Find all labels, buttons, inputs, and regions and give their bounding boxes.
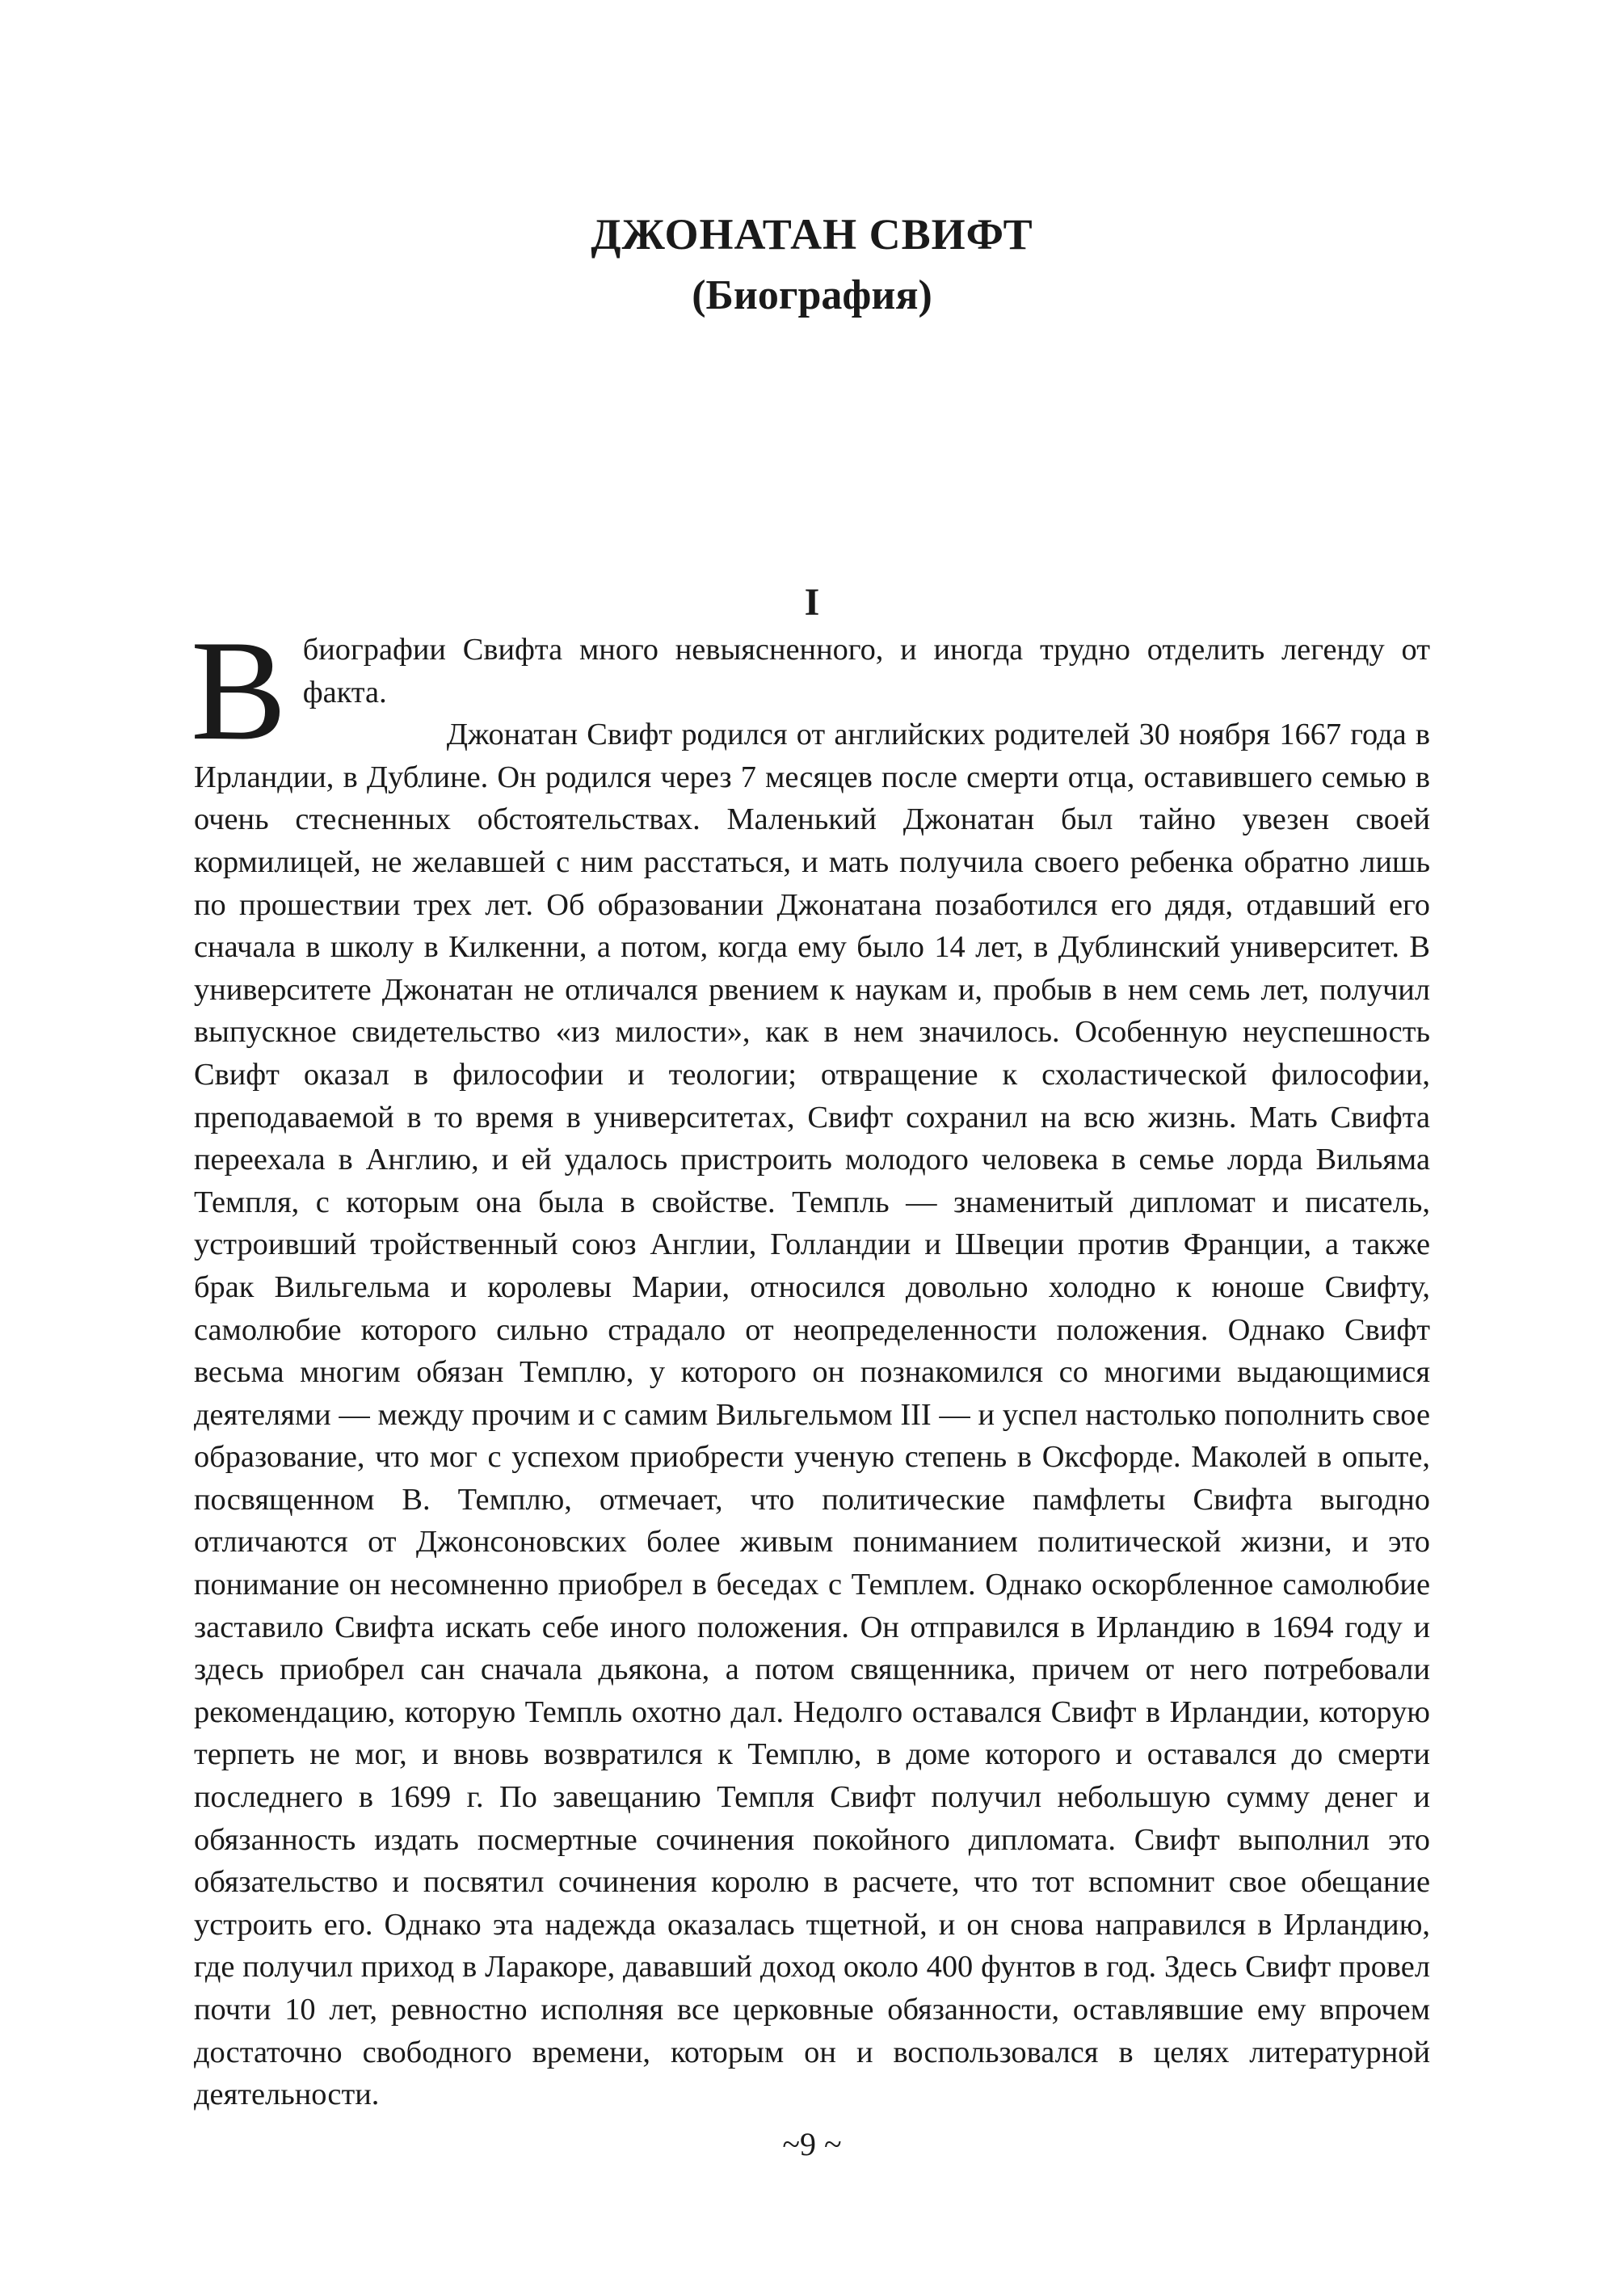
page-number: ~9 ~ <box>782 2126 842 2162</box>
drop-cap-letter: В <box>191 610 287 770</box>
page-subtitle: (Биография) <box>692 272 932 318</box>
page-title: ДЖОНАТАН СВИФТ <box>591 210 1033 259</box>
paragraph-second: Джонатан Свифт родился от английских родителей 30 ноября 1667 года в Ирландии, в Дублине. Он родился через 7 месяцев после смерти отца, оставившего семью в очень стесненных обстоятельствах. Маленький Джонатан был тайно увезен своей кормилицей, не желавшей с ним расстаться, и мать получила своего ребенка обратно лишь по прошествии трех лет. Об образовании Джонатана позаботился его дядя, отдавший его сначала в школу в Килкенни, а потом, когда ему было 14 лет, в Дублинский университет. В университете Джонатан не отличался рвением к наукам и, пробыв в нем семь лет, получил выпускное свидетельство «из милости», как в нем значилось. Особенную неуспешность Свифт оказал в философии и теологии; отвращение к схоластической философии, преподаваемой в то время в университетах, Свифт сохранил на всю жизнь. Мать Свифта переехала в Англию, и ей удалось пристроить молодого человека в семье лорда Вильяма Темпля, с которым она была в свойстве. Темпль — знаменитый дипломат и писатель, устроивший тройственный союз Англии, Голландии и Швеции против Франции, а также брак Вильгельма и королевы Марии, относился довольно холодно к юноше Свифту, самолюбие которого сильно страдало от неопределенности положения. Однако Свифт весьма многим обязан Темплю, у которого он познакомился со многими выдающимися деятелями — между прочим и с самим Вильгельмом III — и успел настолько пополнить свое образование, что мог с успехом приобрести ученую степень в Оксфорде. Маколей в опыте, посвященном В. Темплю, отмечает, что политические памфлеты Свифта выгодно отличаются от Джонсоновских более живым пониманием политической жизни, и это понимание он несомненно приобрел в беседах с Темплем. Однако оскорбленное самолюбие заставило Свифта искать себе иного положения. Он отправился в Ирландию в 1694 году и здесь приобрел сан сначала дьякона, а потом священника, причем от него потребовали рекомендацию, которую Темпль охотно дал. Недолго оставался Свифт в Ирландии, которую терпеть не мог, и вновь возвратился к Темплю, в доме которого и оставался до смерти последнего в 1699 г. По завещанию Темпля Свифт получил небольшую сумму денег и обязанность издать посмертные сочинения покойного дипломата. Свифт выполнил это обязательство и посвятил сочинения королю в расчете, что тот вспомнит свое обещание устроить его. Однако эта надежда оказалась тщетной, и он снова направился в Ирландию, где получил приход в Ларакоре, дававший доход около 400 фунтов в год. Здесь Свифт провел почти 10 лет, ревностно исполняя все церковные обязанности, оставлявшие ему впрочем достаточно свободного времени, которым он и воспользовался в целях литературной деятельности. <box>194 718 1430 2112</box>
paragraph-first <box>191 610 1430 770</box>
section-number: I <box>804 581 820 624</box>
paragraph-first-text: биографии Свифта много невыясненного, и иногда трудно отделить легенду от факта. <box>302 633 1430 709</box>
body-text <box>191 610 1430 2116</box>
